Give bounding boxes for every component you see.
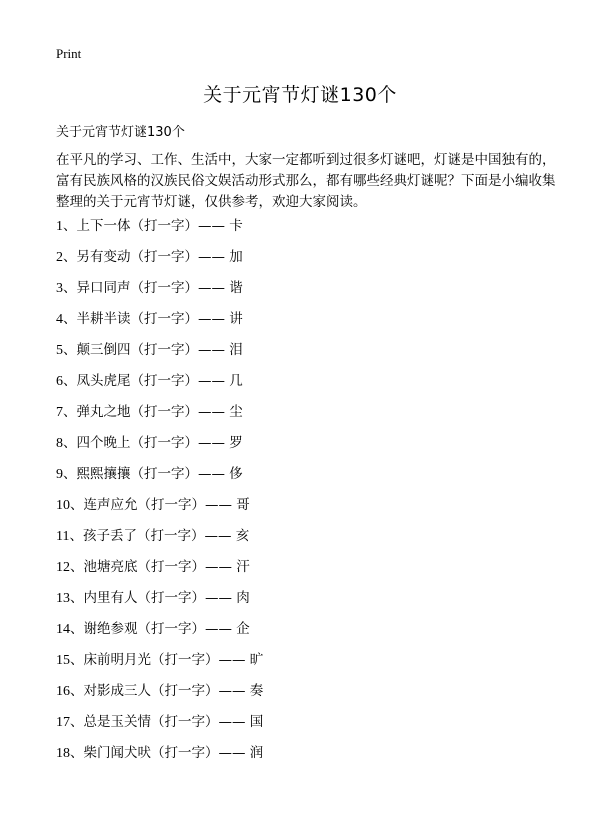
riddle-text: 、内里有人（打一字）—— 肉 [70, 590, 250, 606]
riddle-number: 2 [56, 250, 63, 265]
riddle-item [56, 216, 263, 247]
riddle-text: 、凤头虎尾（打一字）—— 几 [63, 373, 243, 389]
riddle-number: 1 [56, 219, 63, 234]
riddle-list [56, 216, 263, 774]
riddle-item [56, 464, 263, 495]
riddle-text: 、熙熙攘攘（打一字）—— 侈 [63, 466, 243, 482]
riddle-number: 5 [56, 343, 63, 358]
riddle-item [56, 588, 263, 619]
riddle-text: 、柴门闻犬吠（打一字）—— 润 [70, 745, 264, 761]
riddle-text: 、孩子丢了（打一字）—— 亥 [69, 528, 250, 544]
riddle-number: 6 [56, 374, 63, 389]
riddle-number: 9 [56, 467, 63, 482]
riddle-text: 、总是玉关情（打一字）—— 国 [70, 714, 264, 730]
riddle-number: 8 [56, 436, 63, 451]
riddle-item [56, 278, 263, 309]
riddle-text: 、池塘亮底（打一字）—— 汗 [70, 559, 250, 575]
riddle-text: 、上下一体（打一字）—— 卡 [63, 218, 243, 234]
riddle-item [56, 619, 263, 650]
document-subtitle: 关于元宵节灯谜130个 [56, 125, 185, 140]
riddle-text: 、半耕半读（打一字）—— 讲 [63, 311, 243, 327]
riddle-text: 、异口同声（打一字）—— 谐 [63, 280, 243, 296]
riddle-text: 、颠三倒四（打一字）—— 泪 [63, 342, 243, 358]
riddle-number: 12 [56, 560, 70, 575]
riddle-number: 18 [56, 746, 70, 761]
riddle-item [56, 743, 263, 774]
riddle-item [56, 309, 263, 340]
riddle-item [56, 650, 263, 681]
riddle-number: 3 [56, 281, 63, 296]
riddle-text: 、床前明月光（打一字）—— 旷 [70, 652, 264, 668]
riddle-text: 、对影成三人（打一字）—— 奏 [70, 683, 264, 699]
riddle-text: 、谢绝参观（打一字）—— 企 [70, 621, 250, 637]
riddle-number: 15 [56, 653, 70, 668]
document-title: 关于元宵节灯谜130个 [203, 84, 397, 106]
print-link[interactable]: Print [56, 46, 82, 61]
riddle-number: 11 [56, 529, 70, 544]
riddle-item [56, 681, 263, 712]
riddle-text: 、四个晚上（打一字）—— 罗 [63, 435, 243, 451]
riddle-item [56, 402, 263, 433]
riddle-text: 、另有变动（打一字）—— 加 [63, 249, 243, 265]
riddle-number: 7 [56, 405, 63, 420]
riddle-item [56, 247, 263, 278]
riddle-item [56, 371, 263, 402]
riddle-text: 、连声应允（打一字）—— 哥 [70, 497, 250, 513]
intro-paragraph: 在平凡的学习、工作、生活中，大家一定都听到过很多灯谜吧，灯谜是中国独有的，富有民族风格的汉族民俗文娱活动形式那么，都有哪些经典灯谜呢？下面是小编收集整理的关于元宵节灯谜，仅供参考，欢迎大家阅读。 [56, 152, 556, 210]
riddle-item [56, 495, 263, 526]
riddle-number: 13 [56, 591, 70, 606]
riddle-number: 10 [56, 498, 70, 513]
riddle-item [56, 433, 263, 464]
riddle-item [56, 557, 263, 588]
riddle-text: 、弹丸之地（打一字）—— 尘 [63, 404, 243, 420]
riddle-number: 17 [56, 715, 70, 730]
riddle-item [56, 526, 263, 557]
riddle-item [56, 712, 263, 743]
riddle-number: 4 [56, 312, 63, 327]
riddle-number: 14 [56, 622, 70, 637]
riddle-item [56, 340, 263, 371]
riddle-number: 16 [56, 684, 70, 699]
